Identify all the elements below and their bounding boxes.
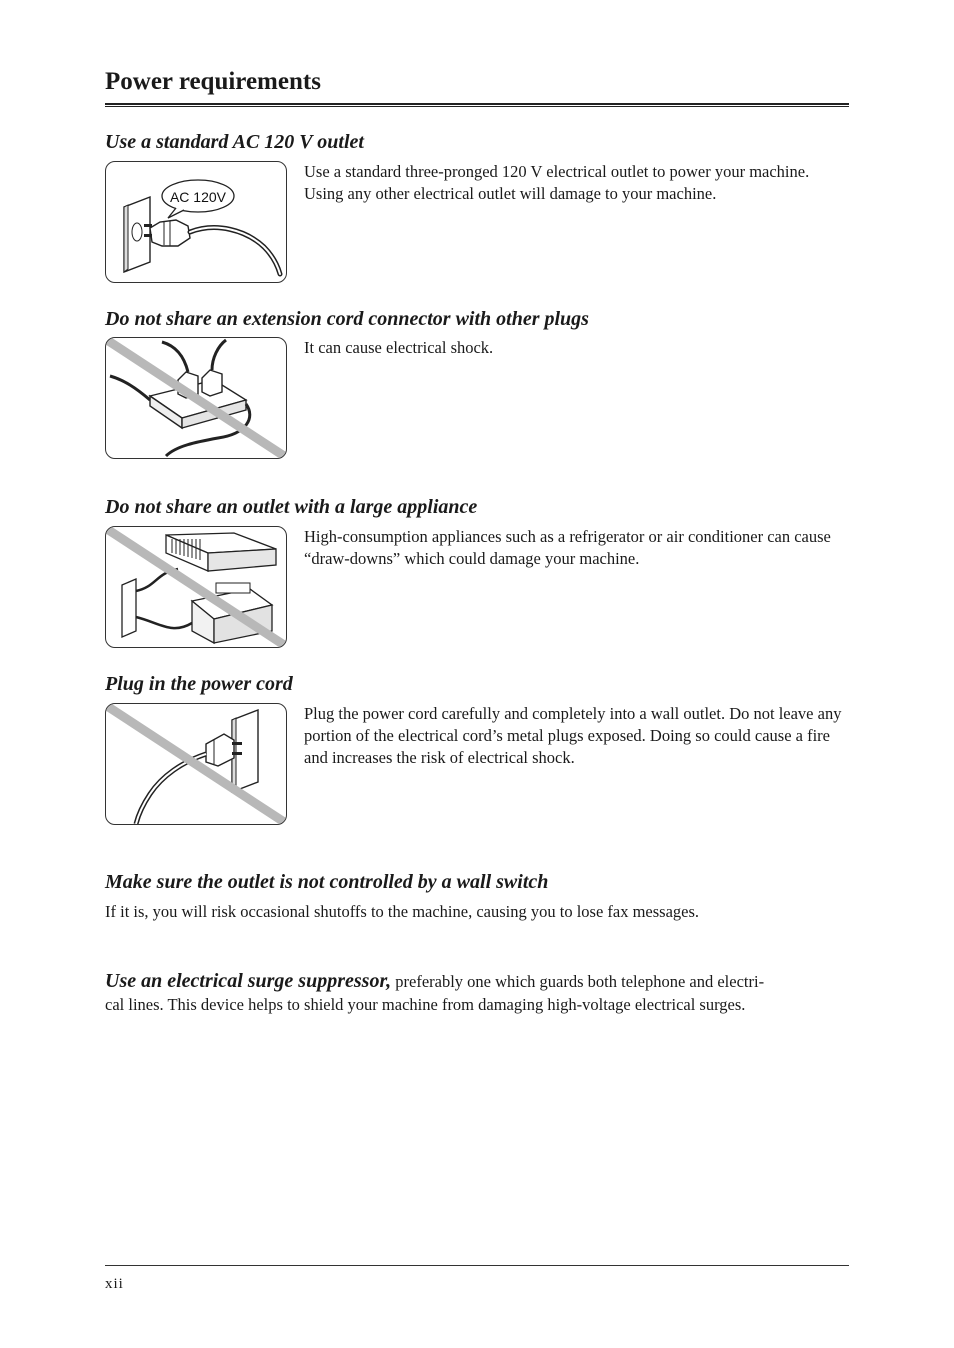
loose-plug-illustration (106, 704, 286, 824)
section-heading-extension-cord: Do not share an extension cord connector with other plugs (105, 308, 589, 330)
section-text-standard-outlet: Use a standard three-pronged 120 V electrical outlet to power your machine. Using any other electrical outlet will damage to your machine. (304, 162, 810, 203)
outlet-plug-illustration (106, 162, 286, 282)
extension-cord-illustration (106, 338, 286, 458)
page-title: Power requirements (105, 68, 321, 95)
voltage-label: AC 120V (169, 189, 227, 205)
section-heading-surge-suppressor: Use an electrical surge suppressor, (105, 970, 392, 992)
footer-rule (105, 1265, 849, 1266)
title-rule (105, 103, 849, 107)
section-heading-wall-switch: Make sure the outlet is not controlled by a wall switch (105, 871, 549, 893)
prohibition-slash (110, 342, 284, 456)
shared-outlet-illustration (106, 527, 286, 647)
section-text-extension-cord: It can cause electrical shock. (304, 338, 494, 357)
section-text-surge-line2: cal lines. This device helps to shield your machine from damaging high-voltage electrical surges. (105, 995, 746, 1014)
section-heading-large-appliance: Do not share an outlet with a large appliance (105, 496, 478, 518)
section-text-surge-line1: preferably one which guards both telephone and electri- (395, 972, 765, 991)
section-heading-standard-outlet: Use a standard AC 120 V outlet (105, 131, 364, 153)
section-text-wall-switch: If it is, you will risk occasional shutoffs to the machine, causing you to lose fax messages. (105, 902, 700, 921)
section-text-power-cord: Plug the power cord carefully and completely into a wall outlet. Do not leave any portion of the electrical cord’s metal plugs exposed. Doing so could cause a fire and increases the risk of electrical shock. (304, 704, 842, 767)
section-surge-suppressor (105, 970, 849, 1016)
section-text-large-appliance: High-consumption appliances such as a refrigerator or air conditioner can cause “draw-downs” which could damage your machine. (304, 527, 831, 568)
figure-extension-cord (105, 337, 287, 459)
page-number: xii (105, 1276, 124, 1292)
figure-standard-outlet (105, 161, 287, 283)
section-heading-power-cord: Plug in the power cord (105, 673, 293, 695)
figure-large-appliance (105, 526, 287, 648)
figure-power-cord (105, 703, 287, 825)
